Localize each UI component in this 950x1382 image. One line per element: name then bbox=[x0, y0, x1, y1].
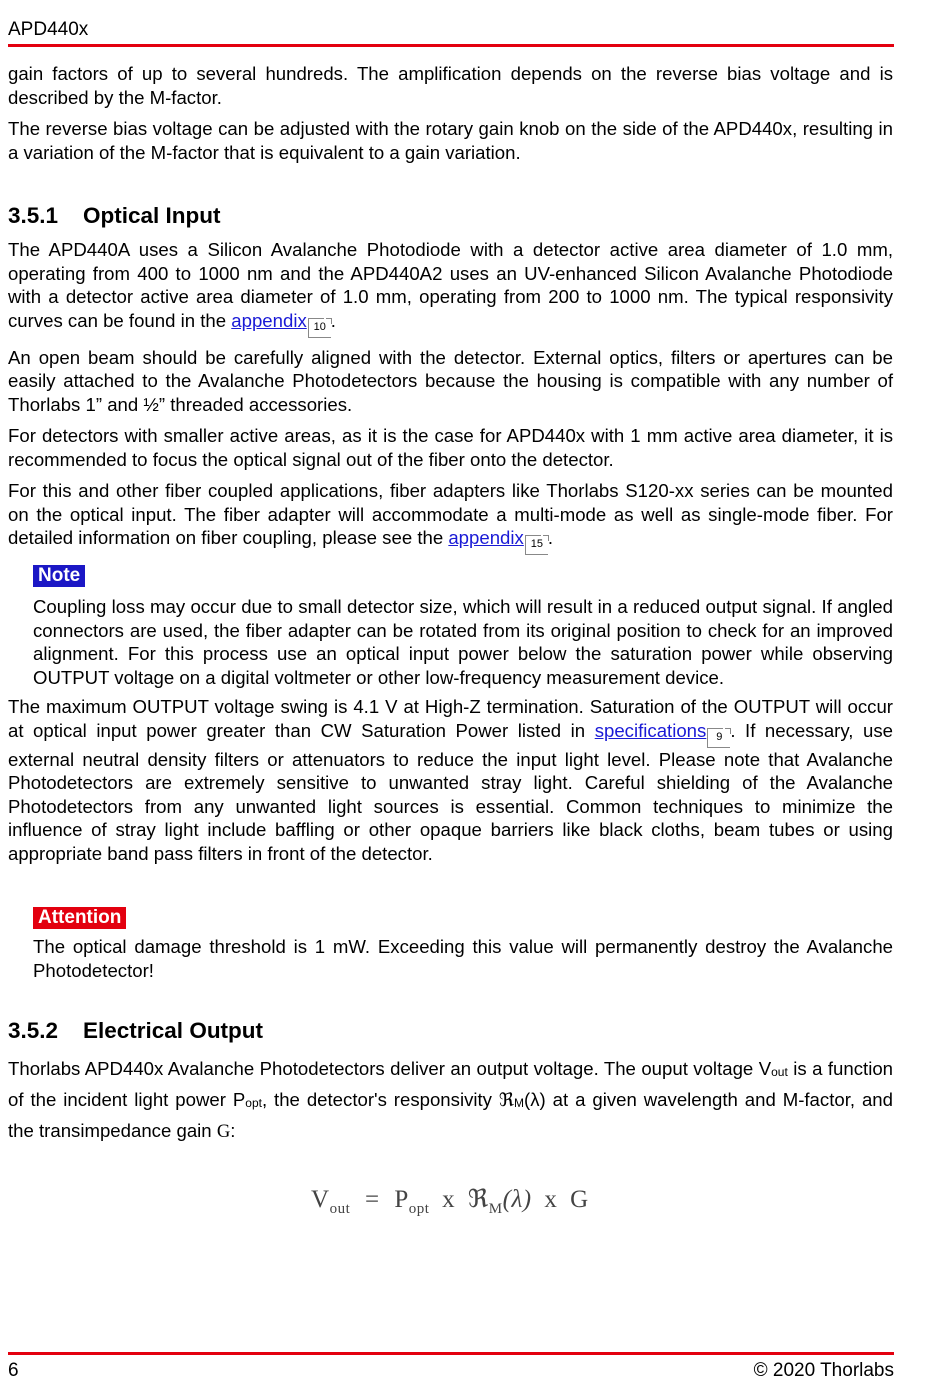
note-label: Note bbox=[33, 565, 85, 587]
output-voltage-formula: $V_{out} = P_{opt}$ x ℜ$_M$(λ) x G bbox=[311, 1184, 589, 1217]
note-box bbox=[33, 563, 893, 689]
attention-label: Attention bbox=[33, 907, 126, 929]
attention-text: The optical damage threshold is 1 mW. Exceeding this value will permanently destroy the Avalanche Photodetector! bbox=[33, 936, 893, 981]
paragraph: gain factors of up to several hundreds. The amplification depends on the reverse bias voltage and is described by the M-factor. bbox=[8, 63, 893, 108]
appendix-link[interactable]: appendix bbox=[231, 309, 307, 331]
page-reference-icon[interactable]: 15 bbox=[525, 535, 548, 555]
paragraph: The APD440A uses a Silicon Avalanche Photodiode with a detector active area diameter of 1.0 mm, operating from 400 to 1000 nm and the APD440A2 uses an UV-enhanced Silicon Avalanche Photodiode with a detector active area diameter of 1.0 mm, operating from 200 to 1000 nm. The typical responsivity curves can be found in the appendix 10 . bbox=[8, 238, 893, 338]
paragraph: The reverse bias voltage can be adjusted with the rotary gain knob on the side of the APD440x, resulting in a variation of the M-factor that is equivalent to a gain variation. bbox=[8, 118, 893, 163]
note-text: Coupling loss may occur due to small detector size, which will result in a reduced output signal. If angled connectors are used, the fiber adapter can be rotated from its original position to check for an improved alignment. For this process use an optical input power below the saturation power while observing OUTPUT voltage on a digital voltmeter or other low-frequency measurement device. bbox=[33, 596, 893, 688]
page-body bbox=[8, 62, 893, 1153]
paragraph: For detectors with smaller active areas, as it is the case for APD440x with 1 mm active area diameter, it is recommended to focus the optical signal out of the fiber onto the detector. bbox=[8, 425, 893, 470]
section-title: Optical Input bbox=[83, 203, 221, 228]
page-reference-icon[interactable]: 10 bbox=[308, 318, 331, 338]
section-heading-optical-input bbox=[8, 202, 893, 230]
appendix-link[interactable]: appendix bbox=[448, 527, 524, 548]
attention-box bbox=[33, 905, 893, 982]
running-header: APD440x bbox=[8, 19, 89, 40]
section-title: Electrical Output bbox=[83, 1018, 264, 1043]
header-rule bbox=[8, 44, 894, 47]
page-reference-icon[interactable]: 9 bbox=[707, 728, 730, 748]
paragraph: An open beam should be carefully aligned with the detector. External optics, filters or apertures can be easily attached to the Avalanche Photodetectors because the housing is compatible with any number of Thorlabs 1” and ½” threaded accessories. bbox=[8, 346, 893, 415]
page-number: 6 bbox=[8, 1360, 19, 1381]
section-number: 3.5.2 bbox=[8, 1018, 59, 1043]
paragraph: Thorlabs APD440x Avalanche Photodetectors deliver an output voltage. The ouput voltage $V_{out}$ is a function of the incident light power $P_{opt}$, the detector's responsivity ℜ$_M$(λ) at a given wavelength and M-factor, and the transimpedance gain G: bbox=[8, 1058, 894, 1142]
paragraph: For this and other fiber coupled applications, fiber adapters like Thorlabs S120-xx series can be mounted on the optical input. The fiber adapter will accommodate a multi-mode as well as single-mode fiber. For detailed information on fiber coupling, please see the appendix 15 . bbox=[8, 479, 893, 555]
specifications-link[interactable]: specifications bbox=[594, 719, 707, 741]
footer-rule bbox=[8, 1352, 894, 1355]
paragraph: The maximum OUTPUT voltage swing is 4.1 V at High-Z termination. Saturation of the OUTPUT will occur at optical input power greater than CW Saturation Power listed in specifications 9 . If necessary, use external neutral density filters or attenuators to reduce the input light level. Please note that Avalanche Photodetectors are extremely sensitive to unwanted stray light. Careful shielding of the Avalanche Photodetectors from any unwanted light sources is essential. Common techniques to minimize the influence of stray light include baffling or other opaque barriers like black cloths, beam tubes or using appropriate band pass filters in front of the detector. bbox=[8, 696, 893, 864]
section-heading-electrical-output bbox=[8, 1017, 893, 1045]
copyright: © 2020 Thorlabs bbox=[753, 1360, 894, 1381]
section-number: 3.5.1 bbox=[8, 203, 59, 228]
